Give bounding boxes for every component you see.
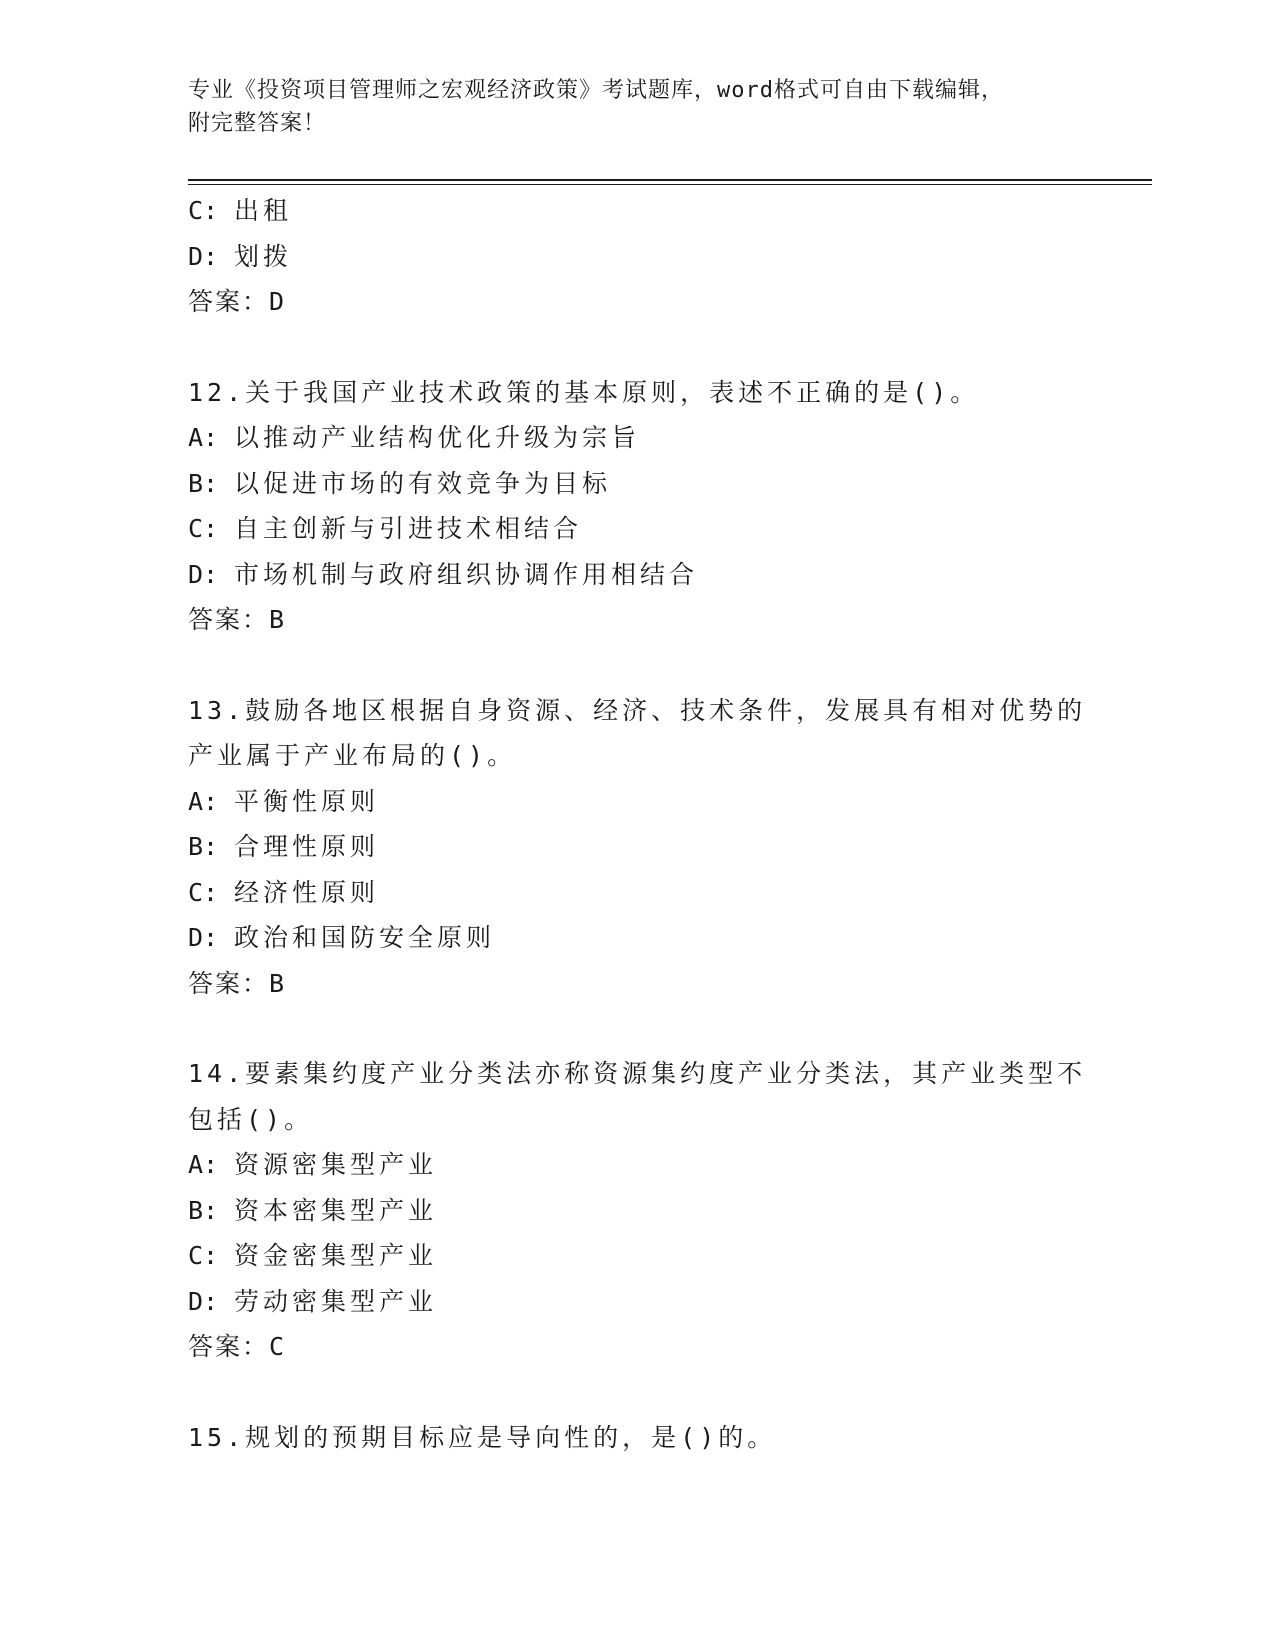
option-b: [188, 461, 1088, 507]
answer-line: [188, 279, 1088, 325]
option-letter: C:: [188, 877, 219, 907]
option-letter: D:: [188, 1286, 219, 1316]
answer-value: C: [269, 1332, 285, 1361]
option-text: 以促进市场的有效竞争为目标: [234, 468, 612, 498]
header-line-1: 专业《投资项目管理师之宏观经济政策》考试题库，word格式可自由下载编辑，: [188, 78, 1004, 103]
answer-line: [188, 961, 1088, 1007]
carryover-question: [188, 188, 1088, 325]
header-divider: [188, 179, 1152, 185]
option-a: [188, 415, 1088, 461]
answer-value: D: [269, 287, 285, 316]
document-header: [188, 74, 1088, 140]
question-stem: 15.规划的预期目标应是导向性的，是()的。: [188, 1422, 777, 1452]
question-14: [188, 1051, 1088, 1370]
answer-label: 答案：: [188, 287, 270, 316]
option-b: [188, 1188, 1088, 1234]
option-letter: B:: [188, 832, 219, 861]
option-a: [188, 1142, 1088, 1188]
option-text: 经济性原则: [234, 877, 380, 907]
option-text: 市场机制与政府组织协调作用相结合: [234, 559, 699, 589]
option-c: [188, 1233, 1088, 1279]
option-letter: A:: [188, 423, 219, 452]
option-text: 合理性原则: [234, 832, 380, 861]
option-text: 自主创新与引进技术相结合: [234, 514, 583, 543]
option-text: 划拨: [234, 241, 293, 271]
header-line-2: 附完整答案！: [188, 111, 327, 136]
option-b: [188, 824, 1088, 870]
answer-label: 答案：: [188, 968, 270, 998]
question-stem-line-2: 包括()。: [188, 1104, 314, 1134]
spacer: [188, 643, 1088, 688]
option-letter: C:: [188, 1241, 219, 1270]
option-d: [188, 552, 1088, 598]
option-text: 出租: [234, 196, 293, 225]
option-letter: A:: [188, 786, 219, 816]
question-stem-line-1: 13.鼓励各地区根据自身资源、经济、技术条件，发展具有相对优势的: [188, 695, 1087, 725]
option-letter: A:: [188, 1150, 219, 1179]
option-letter: B:: [188, 1195, 219, 1225]
answer-label: 答案：: [188, 1332, 270, 1361]
option-letter: D:: [188, 241, 219, 271]
option-text: 资金密集型产业: [234, 1241, 438, 1270]
answer-value: B: [269, 605, 285, 634]
answer-line: [188, 1324, 1088, 1370]
option-text: 资本密集型产业: [234, 1195, 438, 1225]
option-text: 政治和国防安全原则: [234, 923, 496, 952]
spacer: [188, 325, 1088, 370]
option-c: [188, 188, 1088, 234]
option-letter: C:: [188, 514, 219, 543]
option-d: [188, 915, 1088, 961]
option-text: 资源密集型产业: [234, 1150, 438, 1179]
question-13: [188, 688, 1088, 1007]
option-letter: D:: [188, 923, 219, 952]
question-12: [188, 370, 1088, 643]
document-body: [188, 188, 1088, 1460]
question-15: [188, 1415, 1088, 1461]
question-stem-line-1: 14.要素集约度产业分类法亦称资源集约度产业分类法，其产业类型不: [188, 1059, 1087, 1088]
option-text: 以推动产业结构优化升级为宗旨: [234, 423, 641, 452]
spacer: [188, 1006, 1088, 1051]
option-d: [188, 1279, 1088, 1325]
spacer: [188, 1370, 1088, 1415]
option-text: 劳动密集型产业: [234, 1286, 438, 1316]
question-stem: 12.关于我国产业技术政策的基本原则，表述不正确的是()。: [188, 377, 980, 407]
option-letter: B:: [188, 468, 219, 498]
answer-value: B: [269, 968, 285, 998]
answer-line: [188, 597, 1088, 643]
option-letter: C:: [188, 196, 219, 225]
answer-label: 答案：: [188, 605, 270, 634]
option-a: [188, 779, 1088, 825]
option-c: [188, 506, 1088, 552]
option-c: [188, 870, 1088, 916]
option-text: 平衡性原则: [234, 786, 380, 816]
option-d: [188, 234, 1088, 280]
question-stem-line-2: 产业属于产业布局的()。: [188, 741, 517, 770]
option-letter: D:: [188, 559, 219, 589]
